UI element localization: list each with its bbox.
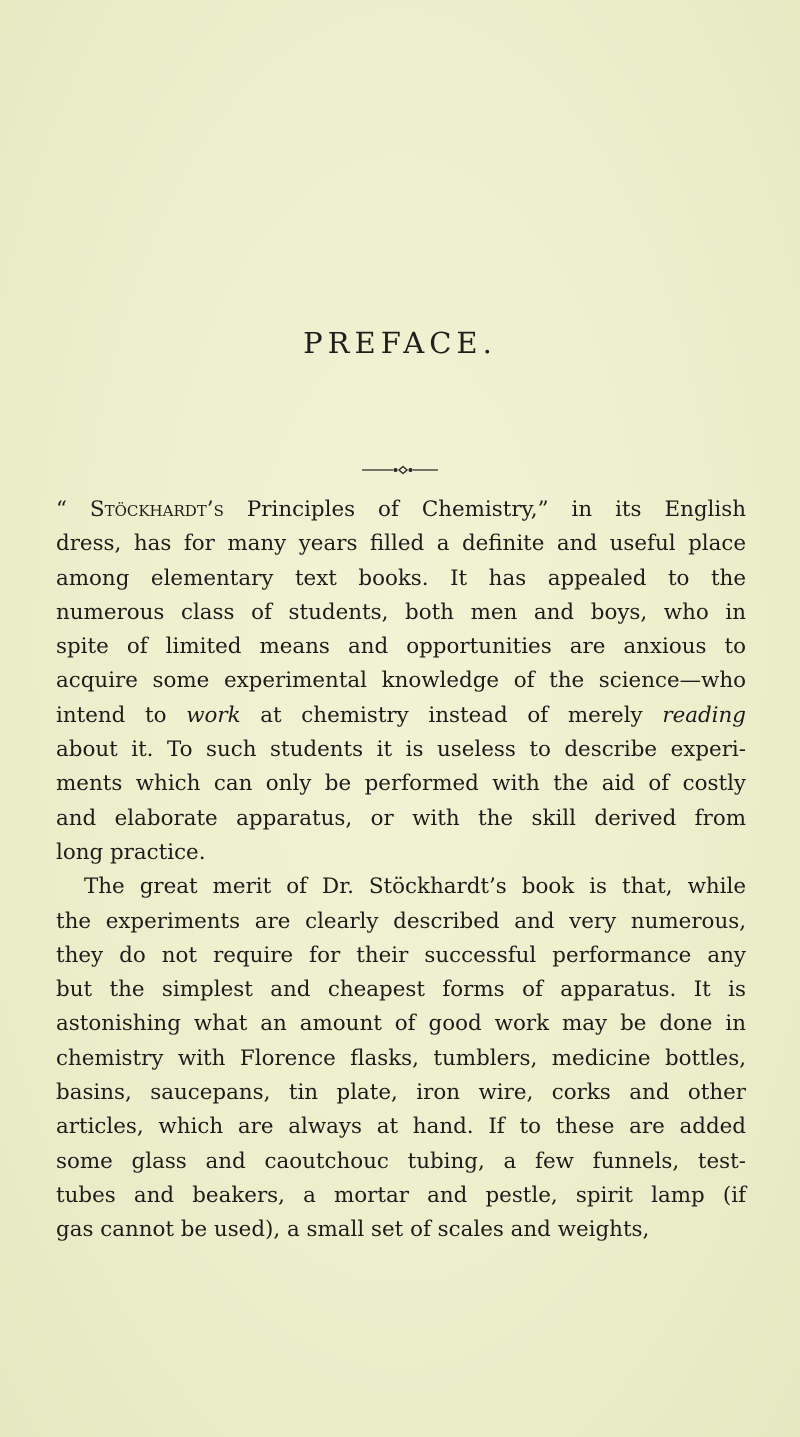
text-segment: some glass and caoutchouc tubing, a few funnels, test- — [56, 1148, 746, 1174]
text-line — [56, 562, 746, 596]
text-line — [56, 664, 746, 698]
text-line — [56, 836, 746, 870]
text-line — [56, 802, 746, 836]
text-segment: The great merit of Dr. Stöckhardt’s book is that, while — [84, 874, 746, 900]
text-segment: “ — [56, 497, 90, 522]
text-segment: acquire some experimental knowledge of the science—who — [56, 668, 746, 694]
text-line — [56, 1213, 746, 1247]
text-line — [56, 1042, 746, 1076]
page-title: PREFACE. — [303, 326, 497, 360]
text-segment: ments which can only be performed with the aid of costly — [56, 771, 746, 797]
text-segment: among elementary text books. It has appealed to the — [56, 565, 746, 591]
text-segment: tubes and beakers, a mortar and pestle, spirit lamp (if — [56, 1182, 746, 1208]
text-segment: but the simplest and cheapest forms of apparatus. It is — [56, 977, 746, 1003]
text-line — [56, 596, 746, 630]
text-segment: dress, has for many years filled a definite and useful place — [56, 531, 746, 557]
text-line — [56, 699, 746, 733]
text-line — [56, 767, 746, 801]
text-segment: they do not require for their successful performance any — [56, 942, 746, 968]
text-line — [56, 1179, 746, 1213]
text-line — [56, 905, 746, 939]
text-segment: and elaborate apparatus, or with the skill derived from — [56, 805, 746, 831]
text-line — [56, 1007, 746, 1041]
text-line — [56, 493, 746, 527]
emphasized-word: work — [186, 702, 241, 728]
text-segment: Principles of Chemistry,” in its English — [223, 497, 746, 522]
paragraph — [56, 870, 746, 1247]
text-line — [56, 527, 746, 561]
text-segment: long practice. — [56, 839, 206, 865]
text-line — [56, 939, 746, 973]
text-segment: about it. To such students it is useless to describe experi- — [56, 737, 746, 763]
text-segment: numerous class of students, both men and boys, who in — [56, 599, 746, 625]
text-segment: the experiments are clearly described and very numerous, — [56, 908, 746, 934]
text-line — [56, 630, 746, 664]
text-line — [56, 1076, 746, 1110]
text-segment: at chemistry instead of merely — [240, 702, 663, 728]
author-name-small-caps: Stöckhardt’s — [89, 497, 224, 522]
text-segment: chemistry with Florence flasks, tumblers, medicine bottles, — [56, 1045, 746, 1071]
text-segment: astonishing what an amount of good work may be done in — [56, 1011, 746, 1037]
text-line — [56, 733, 746, 767]
text-line — [56, 1145, 746, 1179]
text-line — [56, 973, 746, 1007]
emphasized-word: reading — [662, 702, 746, 728]
text-segment: basins, saucepans, tin plate, iron wire, corks and other — [56, 1080, 746, 1106]
text-segment: articles, which are always at hand. If to these are added — [56, 1114, 746, 1140]
text-segment: spite of limited means and opportunities are anxious to — [56, 634, 746, 660]
text-segment: intend to — [56, 702, 187, 728]
preface-body-text — [56, 493, 746, 1248]
text-segment: gas cannot be used), a small set of scales and weights, — [56, 1217, 650, 1243]
rule-diamond-ornament-icon — [360, 465, 440, 475]
text-line — [56, 1110, 746, 1144]
text-line — [56, 870, 746, 904]
paragraph — [56, 493, 746, 870]
